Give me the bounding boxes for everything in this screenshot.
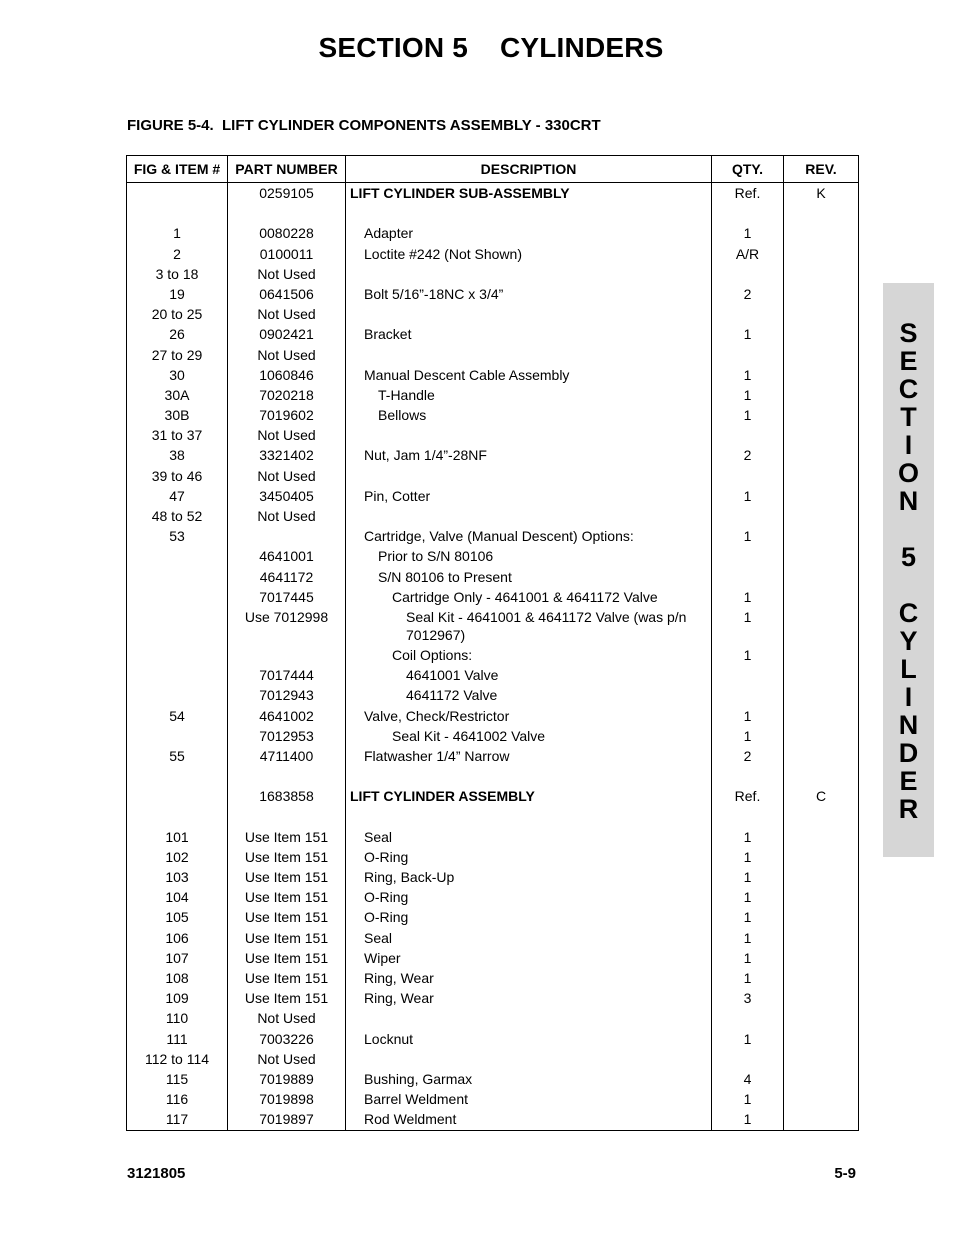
rev-cell xyxy=(784,969,859,989)
fig-item-cell xyxy=(127,588,228,608)
table-row xyxy=(127,183,859,205)
part-number-cell: Not Used xyxy=(228,467,346,487)
description-cell: Seal Kit - 4641002 Valve xyxy=(346,727,712,747)
description-cell: Nut, Jam 1/4”-28NF xyxy=(346,446,712,466)
part-number-cell xyxy=(228,767,346,787)
fig-item-cell: 30A xyxy=(127,386,228,406)
description-cell: Barrel Weldment xyxy=(346,1090,712,1110)
table-row xyxy=(127,588,859,608)
fig-item-cell xyxy=(127,568,228,588)
rev-cell xyxy=(784,426,859,446)
rev-cell xyxy=(784,1110,859,1131)
description-cell: O-Ring xyxy=(346,888,712,908)
table-row xyxy=(127,386,859,406)
fig-item-cell: 19 xyxy=(127,285,228,305)
rev-cell xyxy=(784,1090,859,1110)
fig-item-cell: 117 xyxy=(127,1110,228,1131)
description-cell: Ring, Back-Up xyxy=(346,868,712,888)
description-cell: Pin, Cotter xyxy=(346,487,712,507)
table-row xyxy=(127,828,859,848)
part-number-cell: 7012953 xyxy=(228,727,346,747)
table-row xyxy=(127,727,859,747)
table-row xyxy=(127,707,859,727)
part-number-cell: Use Item 151 xyxy=(228,989,346,1009)
rev-cell xyxy=(784,406,859,426)
qty-cell xyxy=(712,426,784,446)
fig-item-cell xyxy=(127,686,228,706)
qty-cell: 1 xyxy=(712,929,784,949)
table-row xyxy=(127,406,859,426)
fig-item-cell: 112 to 114 xyxy=(127,1050,228,1070)
description-cell: Rod Weldment xyxy=(346,1110,712,1131)
table-row xyxy=(127,568,859,588)
qty-cell: Ref. xyxy=(712,787,784,807)
part-number-cell: 7020218 xyxy=(228,386,346,406)
qty-cell: 3 xyxy=(712,989,784,1009)
rev-cell xyxy=(784,929,859,949)
table-row xyxy=(127,888,859,908)
description-cell: Bushing, Garmax xyxy=(346,1070,712,1090)
fig-item-cell: 108 xyxy=(127,969,228,989)
rev-cell xyxy=(784,547,859,567)
qty-cell: 1 xyxy=(712,325,784,345)
fig-item-cell xyxy=(127,204,228,224)
table-row xyxy=(127,989,859,1009)
qty-cell xyxy=(712,1050,784,1070)
part-number-cell: Use Item 151 xyxy=(228,949,346,969)
table-row xyxy=(127,487,859,507)
part-number-cell: 7003226 xyxy=(228,1030,346,1050)
fig-item-cell: 53 xyxy=(127,527,228,547)
description-cell: Bracket xyxy=(346,325,712,345)
rev-cell xyxy=(784,949,859,969)
table-row xyxy=(127,366,859,386)
table-row xyxy=(127,305,859,325)
part-number-cell xyxy=(228,527,346,547)
qty-cell xyxy=(712,767,784,787)
description-cell: Bellows xyxy=(346,406,712,426)
rev-cell xyxy=(784,767,859,787)
rev-cell xyxy=(784,1030,859,1050)
qty-cell: 1 xyxy=(712,949,784,969)
qty-cell xyxy=(712,568,784,588)
table-row xyxy=(127,265,859,285)
rev-cell xyxy=(784,908,859,928)
part-number-cell: 0902421 xyxy=(228,325,346,345)
fig-item-cell xyxy=(127,547,228,567)
qty-cell xyxy=(712,467,784,487)
description-cell xyxy=(346,807,712,827)
table-row xyxy=(127,285,859,305)
header-qty: QTY. xyxy=(712,156,784,183)
part-number-cell: Not Used xyxy=(228,1050,346,1070)
table-row xyxy=(127,245,859,265)
rev-cell xyxy=(784,325,859,345)
section-title: SECTION 5 CYLINDERS xyxy=(318,32,664,63)
part-number-cell: Not Used xyxy=(228,1009,346,1029)
table-header-row xyxy=(127,156,859,183)
description-cell: LIFT CYLINDER SUB-ASSEMBLY xyxy=(346,183,712,205)
description-cell: Locknut xyxy=(346,1030,712,1050)
table-row xyxy=(127,1030,859,1050)
part-number-cell: 4641001 xyxy=(228,547,346,567)
qty-cell: 4 xyxy=(712,1070,784,1090)
part-number-cell: 0080228 xyxy=(228,224,346,244)
header-part-number: PART NUMBER xyxy=(228,156,346,183)
qty-cell: 1 xyxy=(712,707,784,727)
description-cell: Wiper xyxy=(346,949,712,969)
side-tab-label: S E C T I O N 5 C Y L I N D E R xyxy=(897,318,919,824)
table-row xyxy=(127,426,859,446)
rev-cell xyxy=(784,305,859,325)
qty-cell: 1 xyxy=(712,848,784,868)
figure-title: FIGURE 5-4. LIFT CYLINDER COMPONENTS ASSEMBLY - 330CRT xyxy=(127,117,601,134)
rev-cell xyxy=(784,707,859,727)
table-row xyxy=(127,1070,859,1090)
rev-cell xyxy=(784,888,859,908)
fig-item-cell xyxy=(127,608,228,646)
table-row xyxy=(127,807,859,827)
fig-item-cell: 48 to 52 xyxy=(127,507,228,527)
rev-cell xyxy=(784,1050,859,1070)
rev-cell xyxy=(784,848,859,868)
description-cell: Coil Options: xyxy=(346,646,712,666)
qty-cell xyxy=(712,1009,784,1029)
table-row xyxy=(127,787,859,807)
qty-cell: 1 xyxy=(712,588,784,608)
rev-cell xyxy=(784,666,859,686)
fig-item-cell: 31 to 37 xyxy=(127,426,228,446)
description-cell xyxy=(346,204,712,224)
description-cell xyxy=(346,305,712,325)
fig-item-cell xyxy=(127,666,228,686)
part-number-cell: 1060846 xyxy=(228,366,346,386)
rev-cell xyxy=(784,245,859,265)
part-number-cell: Use Item 151 xyxy=(228,929,346,949)
part-number-cell: Not Used xyxy=(228,346,346,366)
qty-cell xyxy=(712,507,784,527)
fig-item-cell: 110 xyxy=(127,1009,228,1029)
fig-item-cell: 1 xyxy=(127,224,228,244)
description-cell: Adapter xyxy=(346,224,712,244)
part-number-cell: Use Item 151 xyxy=(228,868,346,888)
fig-item-cell: 101 xyxy=(127,828,228,848)
fig-item-cell: 30B xyxy=(127,406,228,426)
part-number-cell: Use Item 151 xyxy=(228,828,346,848)
fig-item-cell xyxy=(127,727,228,747)
rev-cell xyxy=(784,828,859,848)
part-number-cell: 1683858 xyxy=(228,787,346,807)
parts-table-body xyxy=(127,183,859,1131)
rev-cell xyxy=(784,507,859,527)
rev-cell xyxy=(784,686,859,706)
qty-cell: 1 xyxy=(712,1090,784,1110)
qty-cell xyxy=(712,265,784,285)
table-row xyxy=(127,868,859,888)
part-number-cell: 7019889 xyxy=(228,1070,346,1090)
description-cell: Seal xyxy=(346,929,712,949)
part-number-cell: Use 7012998 xyxy=(228,608,346,646)
table-row xyxy=(127,527,859,547)
part-number-cell: 3450405 xyxy=(228,487,346,507)
fig-item-cell: 39 to 46 xyxy=(127,467,228,487)
rev-cell xyxy=(784,1009,859,1029)
description-cell: Cartridge, Valve (Manual Descent) Options: xyxy=(346,527,712,547)
fig-item-cell: 111 xyxy=(127,1030,228,1050)
part-number-cell: 0259105 xyxy=(228,183,346,205)
description-cell xyxy=(346,1009,712,1029)
description-cell: 4641001 Valve xyxy=(346,666,712,686)
fig-item-cell: 109 xyxy=(127,989,228,1009)
footer-doc-number: 3121805 xyxy=(127,1165,186,1182)
description-cell: S/N 80106 to Present xyxy=(346,568,712,588)
rev-cell xyxy=(784,646,859,666)
header-fig-item: FIG & ITEM # xyxy=(127,156,228,183)
table-row xyxy=(127,467,859,487)
qty-cell: Ref. xyxy=(712,183,784,205)
part-number-cell: 0100011 xyxy=(228,245,346,265)
description-cell: T-Handle xyxy=(346,386,712,406)
fig-item-cell: 107 xyxy=(127,949,228,969)
part-number-cell: 0641506 xyxy=(228,285,346,305)
description-cell: Prior to S/N 80106 xyxy=(346,547,712,567)
rev-cell xyxy=(784,868,859,888)
description-cell: Bolt 5/16”-18NC x 3/4” xyxy=(346,285,712,305)
part-number-cell: Use Item 151 xyxy=(228,848,346,868)
part-number-cell: 4641002 xyxy=(228,707,346,727)
fig-item-cell: 30 xyxy=(127,366,228,386)
rev-cell xyxy=(784,224,859,244)
rev-cell xyxy=(784,446,859,466)
table-row xyxy=(127,848,859,868)
fig-item-cell xyxy=(127,767,228,787)
qty-cell xyxy=(712,547,784,567)
part-number-cell: Not Used xyxy=(228,305,346,325)
description-cell: Cartridge Only - 4641001 & 4641172 Valve xyxy=(346,588,712,608)
part-number-cell: Not Used xyxy=(228,507,346,527)
description-cell: O-Ring xyxy=(346,848,712,868)
description-cell: LIFT CYLINDER ASSEMBLY xyxy=(346,787,712,807)
description-cell: Ring, Wear xyxy=(346,969,712,989)
qty-cell: 1 xyxy=(712,366,784,386)
description-cell: O-Ring xyxy=(346,908,712,928)
fig-item-cell: 26 xyxy=(127,325,228,345)
rev-cell xyxy=(784,527,859,547)
table-row xyxy=(127,747,859,767)
rev-cell xyxy=(784,747,859,767)
description-cell xyxy=(346,265,712,285)
qty-cell: 2 xyxy=(712,747,784,767)
table-row xyxy=(127,224,859,244)
part-number-cell: 7012943 xyxy=(228,686,346,706)
header-rev: REV. xyxy=(784,156,859,183)
description-cell xyxy=(346,507,712,527)
qty-cell: 1 xyxy=(712,888,784,908)
table-row xyxy=(127,908,859,928)
qty-cell: 1 xyxy=(712,487,784,507)
qty-cell: 2 xyxy=(712,285,784,305)
table-row xyxy=(127,929,859,949)
description-cell: Ring, Wear xyxy=(346,989,712,1009)
rev-cell xyxy=(784,608,859,646)
rev-cell xyxy=(784,366,859,386)
header-description: DESCRIPTION xyxy=(346,156,712,183)
description-cell: 4641172 Valve xyxy=(346,686,712,706)
table-row xyxy=(127,547,859,567)
rev-cell xyxy=(784,467,859,487)
qty-cell xyxy=(712,204,784,224)
rev-cell xyxy=(784,204,859,224)
description-cell xyxy=(346,767,712,787)
description-cell xyxy=(346,467,712,487)
description-cell: Seal Kit - 4641001 & 4641172 Valve (was p/n 7012967) xyxy=(346,608,712,646)
rev-cell xyxy=(784,487,859,507)
qty-cell: 1 xyxy=(712,406,784,426)
qty-cell: 1 xyxy=(712,386,784,406)
table-row xyxy=(127,686,859,706)
part-number-cell: 3321402 xyxy=(228,446,346,466)
fig-item-cell: 104 xyxy=(127,888,228,908)
table-row xyxy=(127,325,859,345)
rev-cell xyxy=(784,386,859,406)
qty-cell: 1 xyxy=(712,727,784,747)
part-number-cell: Use Item 151 xyxy=(228,908,346,928)
fig-item-cell xyxy=(127,646,228,666)
footer-page-number: 5-9 xyxy=(834,1165,856,1182)
part-number-cell: 4711400 xyxy=(228,747,346,767)
part-number-cell: Use Item 151 xyxy=(228,969,346,989)
rev-cell xyxy=(784,727,859,747)
fig-item-cell: 47 xyxy=(127,487,228,507)
description-cell xyxy=(346,426,712,446)
rev-cell: K xyxy=(816,185,826,201)
table-row xyxy=(127,949,859,969)
rev-cell xyxy=(784,807,859,827)
fig-item-cell: 105 xyxy=(127,908,228,928)
fig-item-cell: 3 to 18 xyxy=(127,265,228,285)
rev-cell: C xyxy=(815,788,827,805)
qty-cell: 1 xyxy=(712,1110,784,1131)
description-cell: Loctite #242 (Not Shown) xyxy=(346,245,712,265)
fig-item-cell: 102 xyxy=(127,848,228,868)
qty-cell: 1 xyxy=(712,969,784,989)
part-number-cell: Not Used xyxy=(228,265,346,285)
qty-cell: 1 xyxy=(712,527,784,547)
fig-item-cell: 38 xyxy=(127,446,228,466)
rev-cell xyxy=(784,1070,859,1090)
table-row xyxy=(127,666,859,686)
part-number-cell: 7017444 xyxy=(228,666,346,686)
qty-cell xyxy=(712,686,784,706)
section-side-tab xyxy=(883,283,934,857)
fig-item-cell: 115 xyxy=(127,1070,228,1090)
qty-cell: 1 xyxy=(712,868,784,888)
qty-cell: 1 xyxy=(712,646,784,666)
description-cell: Manual Descent Cable Assembly xyxy=(346,366,712,386)
qty-cell xyxy=(712,305,784,325)
table-row xyxy=(127,1009,859,1029)
fig-item-cell: 27 to 29 xyxy=(127,346,228,366)
qty-cell xyxy=(712,666,784,686)
qty-cell: 1 xyxy=(712,224,784,244)
fig-item-cell: 106 xyxy=(127,929,228,949)
part-number-cell xyxy=(228,204,346,224)
fig-item-cell: 55 xyxy=(127,747,228,767)
description-cell: Flatwasher 1/4” Narrow xyxy=(346,747,712,767)
part-number-cell: 7019898 xyxy=(228,1090,346,1110)
table-row xyxy=(127,646,859,666)
table-row xyxy=(127,969,859,989)
table-row xyxy=(127,608,859,646)
table-row xyxy=(127,204,859,224)
description-cell xyxy=(346,346,712,366)
part-number-cell: 7017445 xyxy=(228,588,346,608)
fig-item-cell xyxy=(127,183,228,205)
rev-cell xyxy=(784,285,859,305)
rev-cell xyxy=(784,989,859,1009)
fig-item-cell: 20 to 25 xyxy=(127,305,228,325)
rev-cell xyxy=(784,588,859,608)
rev-cell xyxy=(784,346,859,366)
fig-item-cell xyxy=(127,787,228,807)
qty-cell: A/R xyxy=(712,245,784,265)
fig-item-cell: 103 xyxy=(127,868,228,888)
qty-cell: 1 xyxy=(712,608,784,646)
description-cell: Valve, Check/Restrictor xyxy=(346,707,712,727)
fig-item-cell xyxy=(127,807,228,827)
qty-cell xyxy=(712,346,784,366)
part-number-cell xyxy=(228,807,346,827)
part-number-cell: 4641172 xyxy=(228,568,346,588)
fig-item-cell: 116 xyxy=(127,1090,228,1110)
part-number-cell: 7019602 xyxy=(228,406,346,426)
qty-cell: 1 xyxy=(712,828,784,848)
table-row xyxy=(127,507,859,527)
description-cell: Seal xyxy=(346,828,712,848)
part-number-cell: 7019897 xyxy=(228,1110,346,1131)
rev-cell xyxy=(784,568,859,588)
table-row xyxy=(127,1050,859,1070)
part-number-cell: Not Used xyxy=(228,426,346,446)
qty-cell: 1 xyxy=(712,1030,784,1050)
table-row xyxy=(127,346,859,366)
qty-cell: 2 xyxy=(712,446,784,466)
table-row xyxy=(127,1110,859,1131)
qty-cell: 1 xyxy=(712,908,784,928)
part-number-cell: Use Item 151 xyxy=(228,888,346,908)
table-row xyxy=(127,767,859,787)
parts-table xyxy=(126,155,859,1131)
rev-cell xyxy=(784,265,859,285)
table-row xyxy=(127,1090,859,1110)
part-number-cell xyxy=(228,646,346,666)
fig-item-cell: 2 xyxy=(127,245,228,265)
description-cell xyxy=(346,1050,712,1070)
fig-item-cell: 54 xyxy=(127,707,228,727)
table-row xyxy=(127,446,859,466)
qty-cell xyxy=(712,807,784,827)
